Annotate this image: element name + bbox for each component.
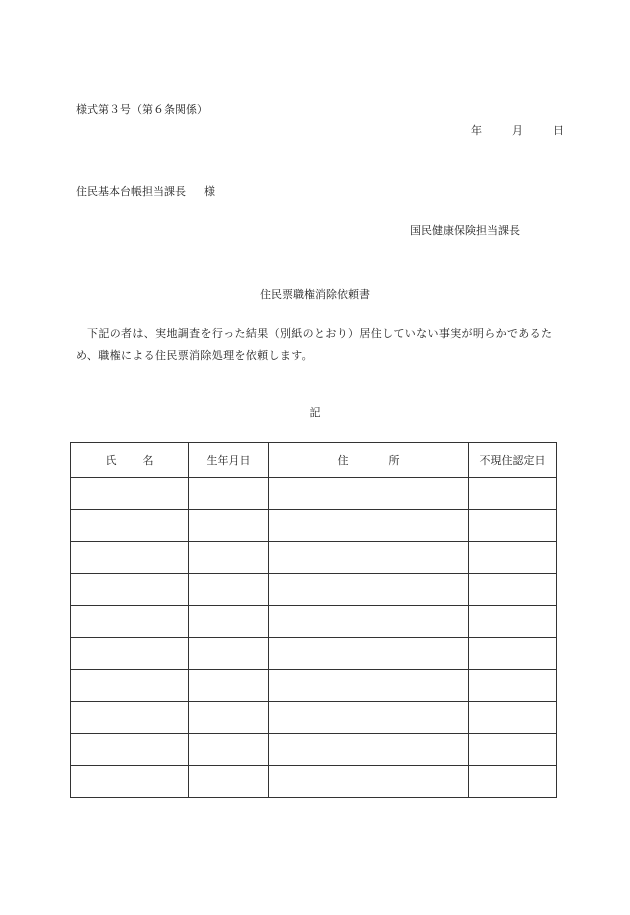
- cell-nonresidence-date: [469, 638, 557, 670]
- cell-address: [269, 638, 469, 670]
- cell-address: [269, 606, 469, 638]
- cell-nonresidence-date: [469, 702, 557, 734]
- column-header-address: 住所: [269, 443, 469, 478]
- cell-name: [71, 638, 189, 670]
- cell-address: [269, 478, 469, 510]
- sender: 国民健康保険担当課長: [410, 224, 520, 237]
- table-row: [71, 638, 557, 670]
- cell-name: [71, 478, 189, 510]
- table-row: [71, 702, 557, 734]
- cell-nonresidence-date: [469, 766, 557, 798]
- cell-nonresidence-date: [469, 734, 557, 766]
- cell-address: [269, 670, 469, 702]
- column-header-birthdate: 生年月日: [189, 443, 269, 478]
- cell-birthdate: [189, 574, 269, 606]
- cell-birthdate: [189, 510, 269, 542]
- cell-birthdate: [189, 670, 269, 702]
- cell-nonresidence-date: [469, 542, 557, 574]
- cell-nonresidence-date: [469, 670, 557, 702]
- table-body: [71, 478, 557, 798]
- cell-name: [71, 510, 189, 542]
- cell-nonresidence-date: [469, 606, 557, 638]
- table-header-row: [71, 443, 557, 478]
- cell-birthdate: [189, 478, 269, 510]
- column-header-name: 氏名: [71, 443, 189, 478]
- table-row: [71, 510, 557, 542]
- cell-name: [71, 670, 189, 702]
- addressee-honorific: 様: [204, 185, 215, 198]
- cell-address: [269, 766, 469, 798]
- cell-name: [71, 542, 189, 574]
- addressee-name: 住民基本台帳担当課長: [76, 185, 186, 198]
- cell-name: [71, 702, 189, 734]
- cell-address: [269, 542, 469, 574]
- cell-name: [71, 766, 189, 798]
- cell-birthdate: [189, 766, 269, 798]
- addressee: [76, 183, 215, 199]
- table-row: [71, 606, 557, 638]
- cell-nonresidence-date: [469, 510, 557, 542]
- cell-name: [71, 734, 189, 766]
- cell-birthdate: [189, 702, 269, 734]
- document-title: 住民票職権消除依頼書: [260, 288, 370, 301]
- cell-birthdate: [189, 638, 269, 670]
- cell-address: [269, 702, 469, 734]
- cell-birthdate: [189, 734, 269, 766]
- cell-birthdate: [189, 606, 269, 638]
- cell-name: [71, 574, 189, 606]
- column-header-nonresidence-date: 不現住認定日: [469, 443, 557, 478]
- table-row: [71, 670, 557, 702]
- records-table: [70, 442, 557, 798]
- table-row: [71, 574, 557, 606]
- date-line: [471, 122, 564, 138]
- cell-address: [269, 734, 469, 766]
- body-text: 下記の者は、実地調査を行った結果（別紙のとおり）居住していない事実が明らかであるため、職権による住民票消除処理を依頼します。: [76, 327, 553, 362]
- ki-label: 記: [309, 406, 321, 419]
- date-month-label: 月: [512, 124, 523, 137]
- table-row: [71, 766, 557, 798]
- cell-nonresidence-date: [469, 478, 557, 510]
- table-row: [71, 542, 557, 574]
- cell-address: [269, 510, 469, 542]
- date-day-label: 日: [553, 124, 564, 137]
- table-row: [71, 478, 557, 510]
- cell-address: [269, 574, 469, 606]
- form-number: 様式第３号（第６条関係）: [76, 103, 208, 116]
- table-row: [71, 734, 557, 766]
- cell-birthdate: [189, 542, 269, 574]
- date-year-label: 年: [471, 124, 482, 137]
- cell-nonresidence-date: [469, 574, 557, 606]
- cell-name: [71, 606, 189, 638]
